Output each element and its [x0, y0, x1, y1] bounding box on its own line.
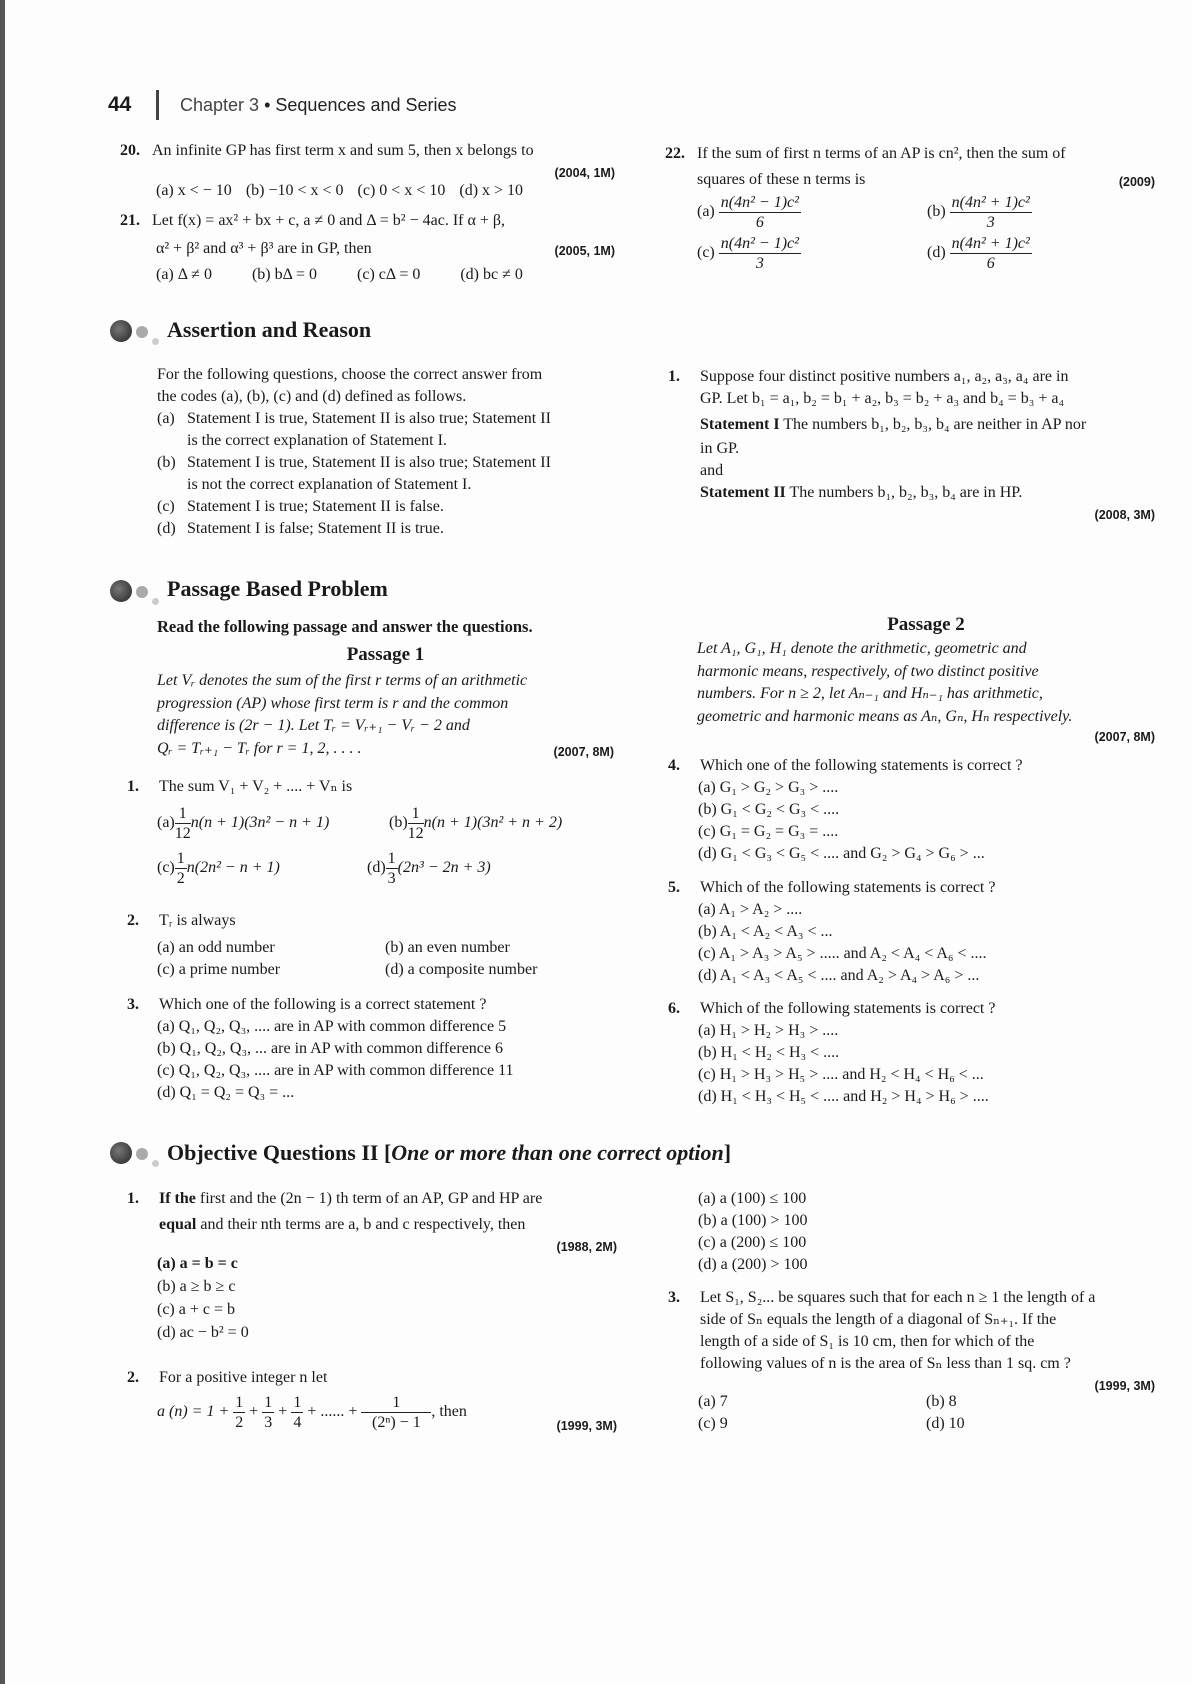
option-c: (c) 0 < x < 10: [357, 182, 446, 199]
question-number: 2.: [127, 1369, 139, 1386]
numerator: 1: [175, 804, 191, 824]
numerator: 1: [387, 850, 396, 867]
passage-2-question-5: [668, 877, 1155, 987]
statement-2-label: Statement II: [700, 484, 786, 501]
chapter-title: Sequences and Series: [275, 95, 457, 115]
objective-question-1: [127, 1188, 617, 1344]
code-b: [157, 452, 617, 496]
exam-tag: (2007, 8M): [1094, 730, 1155, 744]
option-c: (c) a + c = b: [157, 1301, 236, 1318]
option-label: (c): [157, 859, 175, 877]
option-d: (d) 10: [926, 1415, 965, 1432]
section-heading-assertion: Assertion and Reason: [167, 317, 372, 342]
option-b: (b) Q₁, Q₂, Q₃, ... are in AP with common difference 6: [157, 1040, 503, 1057]
option-c: (c) G₁ = G₂ = G₃ = ....: [698, 823, 839, 840]
heading-subtitle: One or more than one correct option: [391, 1140, 724, 1165]
code-text: is not the correct explanation of Statement I.: [187, 476, 472, 493]
option-d: (d) H₁ < H₃ < H₅ < .... and H₂ > H₄ > H₆ > ....: [698, 1088, 989, 1105]
question-text: Let S₁, S₂... be squares such that for each n ≥ 1 the length of a: [700, 1289, 1096, 1306]
question-21: [120, 210, 615, 286]
option-c: (c) cΔ = 0: [357, 266, 421, 283]
option-label: (d): [927, 244, 946, 262]
option-d: (d) a composite number: [385, 961, 538, 978]
statement-1-text: The numbers b₁, b₂, b₃, b₄ are neither in AP nor: [783, 416, 1087, 433]
code-text: Statement I is true, Statement II is also true; Statement II: [187, 410, 551, 427]
passage-title: Passage 2: [887, 614, 965, 635]
exam-tag: (2004, 1M): [554, 166, 615, 180]
option-a: (a) a (100) ≤ 100: [698, 1190, 807, 1207]
exam-tag: (2007, 8M): [553, 744, 614, 759]
objective-question-2: [127, 1367, 617, 1432]
option-a: (a) G₁ > G₂ > G₃ > ....: [698, 779, 839, 796]
code-text: Statement I is false; Statement II is true.: [187, 520, 444, 537]
intro-line: the codes (a), (b), (c) and (d) defined as follows.: [157, 388, 467, 405]
code-c: [157, 496, 617, 518]
option-a: (a) Q₁, Q₂, Q₃, .... are in AP with common difference 5: [157, 1018, 507, 1035]
option-b: [927, 193, 1157, 232]
scan-edge: [0, 0, 5, 1684]
code-d: [157, 518, 617, 540]
option-d: (d) x > 10: [459, 182, 524, 199]
option-c: (c) A₁ > A₃ > A₅ > ..... and A₂ < A₄ < A₆ < ....: [698, 945, 987, 962]
passage-1-question-3: [127, 994, 617, 1104]
statement-1-text: in GP.: [700, 440, 740, 457]
question-text: GP. Let b₁ = a₁, b₂ = b₁ + a₂, b₃ = b₂ + a₃ and b₄ = b₃ + a₄: [700, 390, 1065, 407]
option-c: (c) Q₁, Q₂, Q₃, .... are in AP with common difference 11: [157, 1062, 514, 1079]
series-formula: a (n) = 1 + $\frac{1}{2}$ + $\frac{1}{3}$ + $\frac{1}{4}$ + ...... + $\frac{1}{\text{(2ⁿ) − 1}}$ , then (1999, 3M): [127, 1393, 617, 1432]
question-number: 1.: [127, 1190, 139, 1207]
passage-line: geometric and harmonic means as Aₙ, Gₙ, Hₙ respectively.: [697, 707, 1073, 725]
question-number: 20.: [120, 142, 140, 159]
option-a: (a) 7: [698, 1393, 728, 1410]
option-b: (b) bΔ = 0: [251, 266, 318, 283]
numerator: 1: [408, 804, 424, 824]
option-d: (d) G₁ < G₃ < G₅ < .... and G₂ > G₄ > G₆ > ...: [698, 845, 985, 862]
passage-line: Let Vᵣ denotes the sum of the first r terms of an arithmetic: [157, 672, 528, 689]
passage-line: Qᵣ = Tᵣ₊₁ − Tᵣ for r = 1, 2, . . . .: [157, 739, 362, 757]
option-c: (c) a (200) ≤ 100: [698, 1234, 807, 1251]
formula-part: a (n) = 1 +: [157, 1403, 230, 1421]
option-expression: n(n + 1)(3n² + n + 2): [423, 814, 563, 832]
denominator: 2: [176, 870, 185, 887]
option-a: (a) A₁ > A₂ > ....: [698, 901, 803, 918]
question-text: Which one of the following is a correct statement ?: [159, 996, 487, 1013]
code-label: (c): [157, 498, 175, 515]
code-a: [157, 408, 617, 452]
exam-tag: (1988, 2M): [556, 1240, 617, 1254]
option-a: (a) H₁ > H₂ > H₃ > ....: [698, 1022, 839, 1039]
question-number: 5.: [668, 879, 680, 896]
passage-title: Passage 1: [346, 644, 425, 665]
option-b: (b) a ≥ b ≥ c: [157, 1278, 236, 1295]
objective-question-2-options: [698, 1188, 998, 1276]
section-heading-passage: Passage Based Problem: [167, 576, 388, 601]
option-c: (c) H₁ > H₃ > H₅ > .... and H₂ < H₄ < H₆ < ...: [698, 1066, 984, 1083]
exam-tag: (1999, 3M): [556, 1419, 617, 1433]
option-a: (a) an odd number: [157, 939, 275, 956]
section-heading-objective-2: [167, 1140, 731, 1166]
question-text-line2: squares of these n terms is: [697, 171, 866, 188]
page-number: 44: [108, 93, 132, 116]
code-text: Statement I is true; Statement II is false.: [187, 498, 444, 515]
passage-instruction: Read the following passage and answer the questions.: [157, 617, 533, 636]
question-text: Suppose four distinct positive numbers a₁, a₂, a₃, a₄ are in: [700, 368, 1069, 385]
denominator: 2: [235, 1414, 244, 1431]
passage-2-question-6: [668, 998, 1155, 1108]
option-c: (c) a prime number: [157, 961, 281, 978]
option-a: [157, 804, 389, 843]
question-text: Tᵣ is always: [159, 912, 236, 929]
option-b: (b) G₁ < G₂ < G₃ < ....: [698, 801, 840, 818]
option-expression: n(n + 1)(3n² − n + 1): [190, 814, 330, 832]
question-22: [665, 143, 1155, 273]
question-text-line1: Let f(x) = ax² + bx + c, a ≠ 0 and Δ = b² − 4ac. If α + β,: [152, 212, 506, 229]
question-number: 3.: [127, 996, 139, 1013]
option-expression: (2n³ − 2n + 3): [397, 859, 491, 877]
question-number: 2.: [127, 912, 139, 929]
passage-1: [157, 644, 614, 760]
option-d: (d) a (200) > 100: [698, 1256, 808, 1273]
heading-text: Objective Questions II [: [167, 1140, 392, 1165]
statement-1-label: Statement I: [700, 416, 780, 433]
question-text: Which of the following statements is correct ?: [700, 879, 996, 896]
formula-part: + ...... +: [307, 1403, 358, 1421]
option-a: (a) a = b = c: [157, 1255, 238, 1272]
passage-line: Let A₁, G₁, H₁ denote the arithmetic, geometric and: [697, 640, 1027, 657]
code-text: is the correct explanation of Statement I.: [187, 432, 447, 449]
question-text: side of Sₙ equals the length of a diagonal of Sₙ₊₁. If the: [700, 1311, 1057, 1328]
passage-line: numbers. For n ≥ 2, let Aₙ₋₁ and Hₙ₋₁ has arithmetic,: [697, 685, 1043, 702]
intro-line: For the following questions, choose the correct answer from: [157, 366, 543, 383]
option-d: (d) Q₁ = Q₂ = Q₃ = ...: [157, 1084, 295, 1101]
formula-part: , then: [431, 1403, 467, 1421]
question-number: 4.: [668, 757, 680, 774]
question-text: An infinite GP has first term x and sum 5, then x belongs to: [152, 142, 534, 159]
question-number: 1.: [127, 778, 139, 795]
numerator: n(4n² − 1)c²: [720, 235, 799, 252]
question-text: length of a side of S₁ is 10 cm, then for which of the: [700, 1333, 1035, 1350]
option-b: (b) a (100) > 100: [698, 1212, 808, 1229]
chapter-header: [180, 95, 457, 116]
option-label: (b): [927, 203, 946, 221]
passage-1-question-2: [127, 910, 617, 981]
question-text-line1: If the sum of first n terms of an AP is cn², then the sum of: [697, 145, 1066, 162]
denominator: 3: [387, 870, 396, 887]
option-expression: n(2n² − n + 1): [186, 859, 280, 877]
code-label: (b): [157, 454, 176, 471]
code-text: Statement I is true, Statement II is also true; Statement II: [187, 454, 551, 471]
question-text: and their nth terms are a, b and c respectively, then: [196, 1216, 526, 1233]
objective-question-3: [668, 1287, 1155, 1435]
question-text: For a positive integer n let: [159, 1369, 328, 1386]
option-label: (a): [697, 203, 715, 221]
option-c: [697, 234, 927, 273]
numerator: n(4n² − 1)c²: [720, 194, 799, 211]
exam-tag: (1999, 3M): [1094, 1379, 1155, 1393]
code-label: (a): [157, 410, 175, 427]
question-number: 1.: [668, 368, 680, 385]
passage-2-question-4: [668, 755, 1155, 865]
passage-line: difference is (2r − 1). Let Tᵣ = Vᵣ₊₁ − Vᵣ − 2 and: [157, 717, 470, 734]
question-number: 6.: [668, 1000, 680, 1017]
passage-line: progression (AP) whose first term is r and the common: [157, 694, 509, 712]
question-text-line2: α² + β² and α³ + β³ are in GP, then: [156, 240, 372, 257]
option-d: (d) A₁ < A₃ < A₅ < .... and A₂ > A₄ > A₆ > ...: [698, 967, 980, 984]
question-text: following values of n is the area of Sₙ less than 1 sq. cm ?: [700, 1355, 1071, 1372]
numerator: n(4n² + 1)c²: [951, 194, 1030, 211]
denominator: 3: [755, 255, 764, 272]
option-d: (d) bc ≠ 0: [460, 266, 523, 283]
denominator: 3: [986, 214, 995, 231]
option-b: (b) H₁ < H₂ < H₃ < ....: [698, 1044, 840, 1061]
option-c: [157, 849, 367, 888]
question-number: 21.: [120, 212, 140, 229]
question-text: first and the (2n − 1) th term of an AP, GP and HP are: [195, 1190, 543, 1207]
option-d: (d) ac − b² = 0: [157, 1324, 249, 1341]
assertion-question-1: [668, 366, 1155, 522]
header-separator: •: [264, 95, 271, 115]
option-d: [927, 234, 1157, 273]
denominator: 6: [986, 255, 995, 272]
option-a: [697, 193, 927, 232]
passage-1-question-1: [127, 776, 617, 888]
denominator: 12: [407, 825, 424, 842]
numerator: n(4n² + 1)c²: [951, 235, 1030, 252]
option-label: (a): [157, 814, 175, 832]
option-label: (c): [697, 244, 715, 262]
connector-text: and: [700, 462, 724, 479]
exam-tag: (2005, 1M): [554, 244, 615, 258]
option-b: (b) an even number: [385, 939, 510, 956]
option-b: [389, 804, 562, 843]
option-a: (a) Δ ≠ 0: [156, 266, 212, 283]
option-d: [367, 849, 491, 888]
denominator: 4: [293, 1414, 302, 1431]
option-label: (b): [389, 814, 408, 832]
denominator: 6: [755, 214, 764, 231]
exam-tag: (2008, 3M): [1094, 508, 1155, 522]
option-b: (b) −10 < x < 0: [245, 182, 344, 199]
assertion-instructions: [157, 364, 617, 540]
question-text: Which one of the following statements is correct ?: [700, 757, 1023, 774]
option-a: (a) x < − 10: [156, 182, 232, 199]
question-text-bold: equal: [159, 1216, 197, 1233]
passage-2: [697, 614, 1155, 744]
header-divider: [156, 90, 159, 120]
code-label: (d): [157, 520, 176, 537]
denominator: 3: [264, 1414, 273, 1431]
passage-line: harmonic means, respectively, of two distinct positive: [697, 662, 1039, 680]
option-b: (b) 8: [926, 1393, 957, 1410]
option-c: (c) 9: [698, 1415, 728, 1432]
question-text: The sum V₁ + V₂ + .... + Vₙ is: [159, 778, 353, 795]
question-number: 22.: [665, 145, 685, 162]
chapter-label: Chapter 3: [180, 95, 260, 115]
question-number: 3.: [668, 1289, 680, 1306]
denominator: 12: [174, 825, 191, 842]
question-text-bold: If the: [159, 1190, 196, 1207]
numerator: 1: [176, 850, 185, 867]
option-b: (b) A₁ < A₂ < A₃ < ...: [698, 923, 833, 940]
exam-tag: (2009): [1118, 175, 1155, 189]
question-text: Which of the following statements is correct ?: [700, 1000, 996, 1017]
question-20: [120, 140, 615, 202]
option-label: (d): [367, 859, 386, 877]
heading-text: ]: [723, 1140, 732, 1165]
denominator: (2ⁿ) − 1: [372, 1414, 421, 1431]
statement-2-text: The numbers b₁, b₂, b₃, b₄ are in HP.: [789, 484, 1023, 501]
